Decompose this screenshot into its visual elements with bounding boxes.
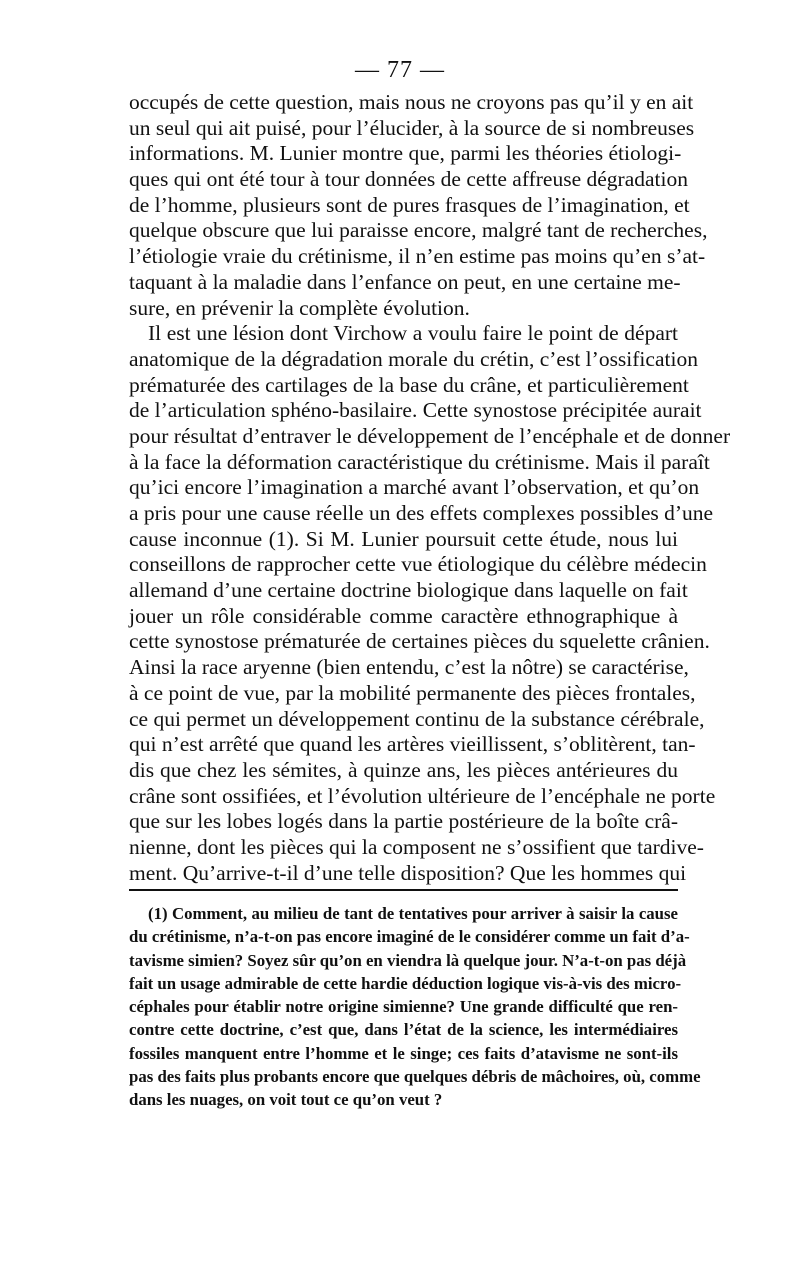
text-line: dis que chez les sémites, à quinze ans, les pièces antérieures du	[129, 757, 678, 782]
footnote-divider	[129, 889, 678, 891]
text-line: crâne sont ossifiées, et l’évolution ultérieure de l’encéphale ne porte	[129, 783, 716, 808]
footnote-line: fossiles manquent entre l’homme et le singe; ces faits d’atavisme ne sont-ils	[129, 1043, 678, 1063]
text-line: Il est une lésion dont Virchow a voulu faire le point de départ	[148, 321, 678, 346]
footnote-line: fait un usage admirable de cette hardie déduction logique vis-à-vis des micro-	[129, 973, 682, 993]
text-line: prématurée des cartilages de la base du crâne, et particulièrement	[129, 372, 689, 397]
footnote-line: contre cette doctrine, c’est que, dans l’état de la science, les intermédiaires	[129, 1020, 678, 1040]
footnote-line: (1) Comment, au milieu de tant de tentatives pour arriver à saisir la cause	[148, 904, 678, 923]
text-line: sure, en prévenir la complète évolution.	[129, 295, 470, 320]
text-line: ment. Qu’arrive-t-il d’une telle disposition? Que les hommes qui	[129, 860, 687, 885]
text-line: taquant à la maladie dans l’enfance on peut, en une certaine me-	[129, 269, 681, 294]
footnote-line: pas des faits plus probants encore que quelques débris de mâchoires, où, comme	[129, 1067, 701, 1087]
text-line: quelque obscure que lui paraisse encore, malgré tant de recherches,	[129, 218, 708, 243]
text-line: informations. M. Lunier montre que, parmi les théories étiologi-	[129, 141, 682, 166]
text-line: nienne, dont les pièces qui la composent ne s’ossifient que tardive-	[129, 834, 704, 859]
text-line: à ce point de vue, par la mobilité permanente des pièces frontales,	[129, 680, 696, 705]
text-line: de l’homme, plusieurs sont de pures frasques de l’imagination, et	[129, 192, 690, 217]
text-line: conseillons de rapprocher cette vue étiologique du célèbre médecin	[129, 552, 707, 577]
text-line: à la face la déformation caractéristique du crétinisme. Mais il paraît	[129, 449, 710, 474]
main-text	[129, 90, 731, 886]
footnote-line: du crétinisme, n’a-t-on pas encore imaginé de le considérer comme un fait d’a-	[129, 927, 690, 947]
page-number: — 77 —	[355, 57, 445, 83]
text-line: pour résultat d’entraver le développement de l’encéphale et de donner	[129, 423, 731, 448]
text-line: de l’articulation sphéno-basilaire. Cette synostose précipitée aurait	[129, 398, 702, 423]
text-line: qui n’est arrêté que quand les artères vieillissent, s’oblitèrent, tan-	[129, 732, 696, 757]
text-line: un seul qui ait puisé, pour l’élucider, à la source de si nombreuses	[129, 115, 695, 140]
text-line: a pris pour une cause réelle un des effets complexes possibles d’une	[129, 501, 714, 525]
text-line: l’étiologie vraie du crétinisme, il n’en estime pas moins qu’en s’at-	[129, 244, 706, 269]
text-line: ques qui ont été tour à tour données de cette affreuse dégradation	[129, 167, 688, 192]
footnote-line: céphales pour établir notre origine simienne? Une grande difficulté que ren-	[129, 997, 678, 1017]
footnote-line: tavisme simien? Soyez sûr qu’on en viendra là quelque jour. N’a-t-on pas déjà	[129, 950, 687, 970]
text-line: cette synostose prématurée de certaines pièces du squelette crânien.	[129, 629, 710, 654]
text-line: ce qui permet un développement continu de la substance cérébrale,	[129, 706, 705, 731]
text-line: jouer un rôle considérable comme caractère ethnographique à	[129, 603, 678, 628]
text-line: qu’ici encore l’imagination a marché avant l’observation, et qu’on	[129, 475, 700, 500]
footnote-line: dans les nuages, on voit tout ce qu’on veut ?	[129, 1090, 443, 1110]
text-line: cause inconnue (1). Si M. Lunier poursuit cette étude, nous lui	[129, 526, 678, 551]
text-line: que sur les lobes logés dans la partie postérieure de la boîte crâ-	[129, 809, 678, 834]
text-line: Ainsi la race aryenne (bien entendu, c’est la nôtre) se caractérise,	[129, 655, 689, 680]
footnote	[129, 902, 701, 1112]
text-line: anatomique de la dégradation morale du crétin, c’est l’ossification	[129, 346, 698, 371]
text-line: occupés de cette question, mais nous ne croyons pas qu’il y en ait	[129, 90, 694, 114]
text-line: allemand d’une certaine doctrine biologique dans laquelle on fait	[129, 578, 688, 603]
